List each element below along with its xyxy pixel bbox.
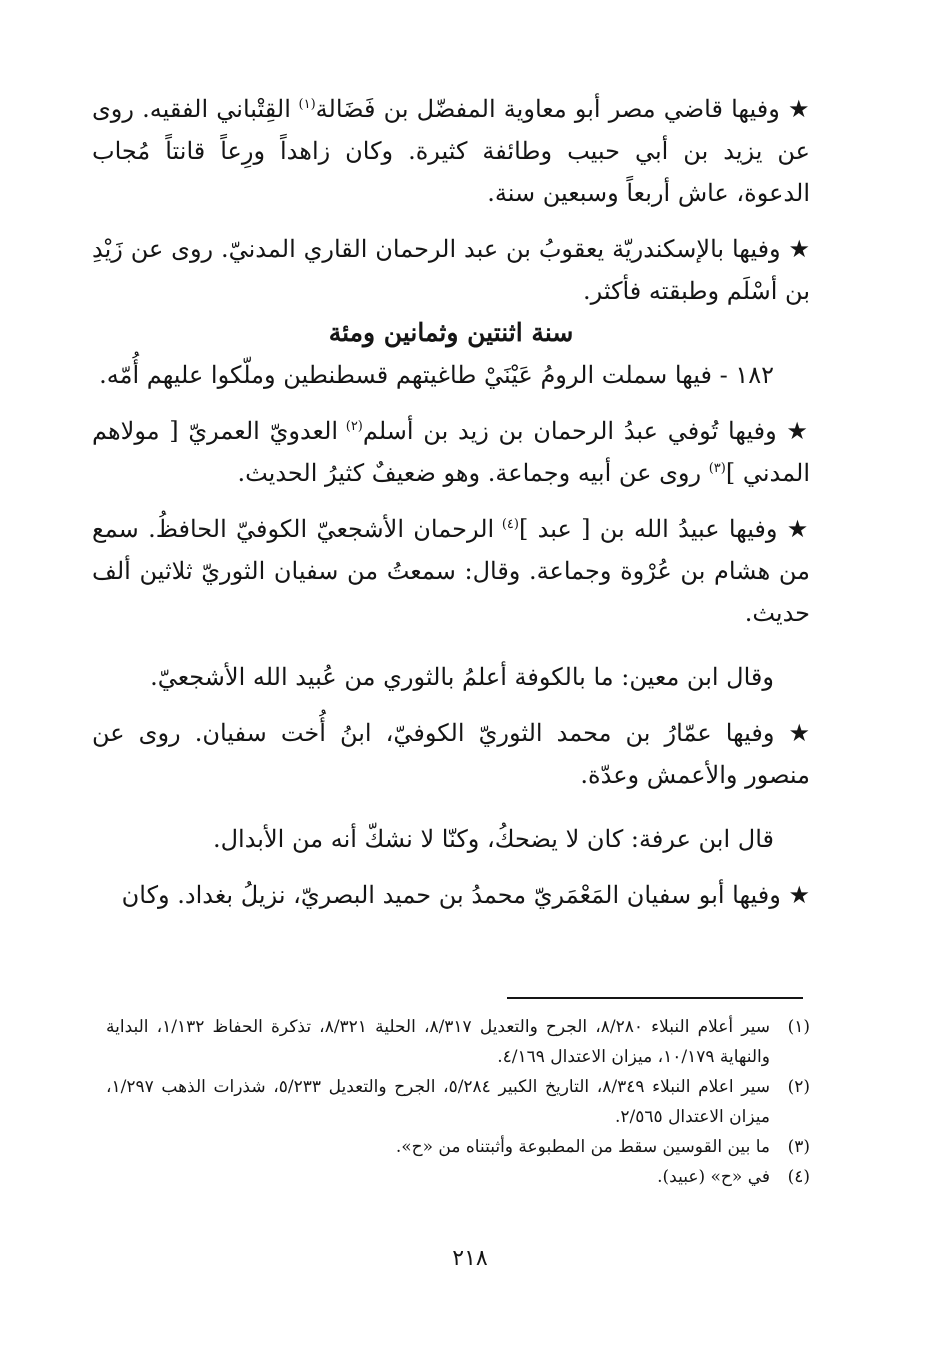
year-heading: سنة اثنتين وثمانين ومئة — [328, 318, 574, 347]
paragraph-ibn-arafa: قال ابن عرفة: كان لا يضحكُ، وكنّا لا نشكّ أنه من الأبدال. — [212, 825, 774, 853]
footnotes — [106, 1012, 810, 1192]
footnote-divider — [507, 997, 803, 999]
paragraph-abu-sufyan: ★ وفيها أبو سفيان المَعْمَريّ محمدُ بن حميد البصريّ، نزيلُ بغداد. وكان — [121, 881, 810, 909]
paragraph-ubaydullah — [92, 508, 810, 634]
footnote-ref: (٢) — [345, 419, 363, 434]
footnote — [106, 1132, 810, 1162]
footnote-text: ما بين القوسين سقط من المطبوعة وأثبتناه من «ح». — [395, 1137, 770, 1157]
footnote-text: سير أعلام النبلاء ٨/٢٨٠، الجرح والتعديل ٨/٣١٧، الحلية ٨/٣٢١، تذكرة الحفاظ ١/١٣٢، البداية والنهاية ١٠/١٧٩، ميزان الاعتدال ٤/١٦٩. — [106, 1017, 770, 1067]
footnote-number: (٢) — [787, 1077, 810, 1097]
paragraph-yaqub: ★ وفيها بالإسكندريّة يعقوبُ بن عبد الرحمان القاري المدنيّ. روى عن زَيْدِ بن أسْلَم وطبقته فأكثر. — [92, 235, 811, 305]
paragraph-ibn-main: وقال ابن معين: ما بالكوفة أعلمُ بالثوري من عُبيد الله الأشجعيّ. — [150, 663, 774, 691]
footnote-number: (٤) — [787, 1167, 810, 1187]
footnote-ref: (٤) — [501, 517, 519, 532]
footnote — [106, 1012, 810, 1072]
footnote-ref: (٣) — [708, 461, 726, 476]
paragraph-text: العدويّ العمريّ [ مولاهم المدني ] — [92, 417, 810, 487]
paragraph-text: القِتْباني الفقيه. روى عن يزيد بن أبي حبيب وطائفة كثيرة. وكان زاهداً ورِعاً قانتاً مُجاب الدعوة، عاش أربعاً وسبعين سنة. — [92, 95, 810, 207]
paragraph-text: الرحمان الأشجعيّ الكوفيّ الحافظُ. سمع من هشام بن عُرْوة وجماعة. وقال: سمعتُ من سفيان الثوريّ ثلاثين ألف حديث. — [92, 515, 810, 627]
paragraph-text: ★ وفيها عبيدُ الله بن [ عبد ] — [518, 515, 810, 543]
footnote-number: (١) — [787, 1017, 810, 1037]
paragraph-text: ★ وفيها تُوفي عبدُ الرحمان بن زيد بن أسلم — [362, 417, 810, 445]
paragraph-mufaddal — [92, 88, 810, 214]
footnote-text: سير اعلام النبلاء ٨/٣٤٩، التاريخ الكبير ٥/٢٨٤، الجرح والتعديل ٥/٢٣٣، شذرات الذهب ١/٢٩٧، ميزان الاعتدال ٢/٥٦٥. — [106, 1077, 770, 1127]
footnote-number: (٣) — [787, 1137, 810, 1157]
main-text — [92, 88, 810, 916]
paragraph-text: ★ وفيها قاضي مصر أبو معاوية المفضّل بن فَضَالة — [315, 95, 810, 123]
footnote — [106, 1072, 810, 1132]
paragraph-abdulrahman — [92, 410, 810, 494]
paragraph-text: روى عن أبيه وجماعة. وهو ضعيفٌ كثيرُ الحديث. — [237, 459, 709, 487]
footnote-ref: (١) — [298, 97, 316, 112]
page-number: ٢١٨ — [452, 1246, 488, 1271]
footnote-text: في «ح» (عبيد). — [657, 1167, 770, 1187]
paragraph-ammar: ★ وفيها عمّارُ بن محمد الثوريّ الكوفيّ، ابنُ أُخت سفيان. روى عن منصور والأعمش وعدّة. — [92, 719, 810, 789]
footnote — [106, 1162, 810, 1192]
paragraph-182: ١٨٢ - فيها سملت الرومُ عَيْنَيْ طاغيتهم قسطنطين وملّكوا عليهم أُمّه. — [99, 361, 774, 389]
